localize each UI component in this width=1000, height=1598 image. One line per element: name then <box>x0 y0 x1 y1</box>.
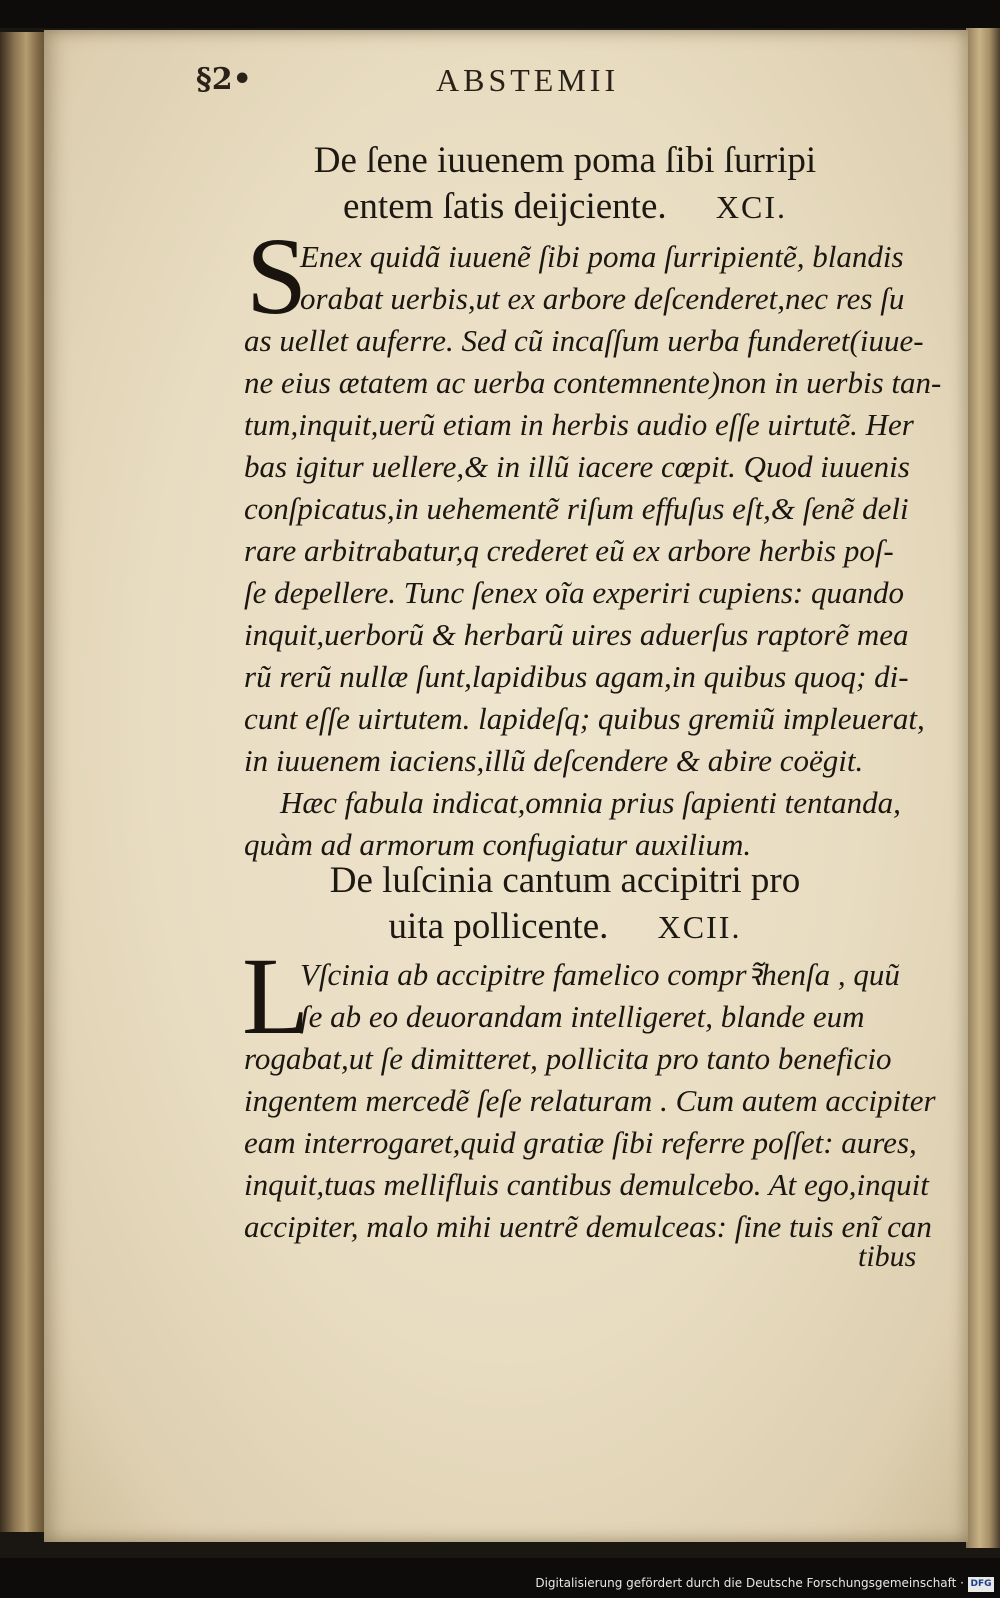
fable1-dropcap: S <box>246 215 308 337</box>
footer-bar <box>0 1574 1000 1598</box>
catchword: tibus <box>858 1240 917 1273</box>
fable2-body <box>244 954 934 1248</box>
page-number: §2• <box>196 62 252 97</box>
fable1-line-2: orabat uerbis,ut ex arbore deſcenderet,nec res ſu <box>300 281 905 316</box>
fable1-title <box>200 138 930 230</box>
fable2-line-4: ingentem mercedẽ ſeſe relaturam . Cum autem accipiter <box>244 1083 936 1118</box>
fable2-numeral: XCII. <box>657 909 742 945</box>
fable1-body <box>244 236 942 866</box>
fable1-line-11: rũ rerũ nullæ ſunt,lapidibus agam,in quibus quoq; di- <box>244 659 909 694</box>
fable2-line-3: rogabat,ut ſe dimitteret, pollicita pro tanto beneficio <box>244 1041 892 1076</box>
fable2-title-line-2-text: uita pollicente. <box>388 906 609 947</box>
running-head: ABSTEMII <box>436 62 620 98</box>
fable1-title-line-2-text: entem ſatis deijciente. <box>343 186 667 227</box>
fable2-line-5: eam interrogaret,quid gratiæ ſibi referre poſſet: aures, <box>244 1125 917 1160</box>
fable1-numeral: XCI. <box>715 189 787 225</box>
fable2-line-7: accipiter, malo mihi uentrẽ demulceas: ſine tuis enĩ can <box>244 1209 932 1244</box>
fable1-line-4: ne eius ætatem ac uerba contemnente)non in uerbis tan- <box>244 365 942 400</box>
page-edges-left <box>0 32 48 1532</box>
fable1-line-13: in iuuenem iaciens,illũ deſcendere & abire coëgit. <box>244 743 864 778</box>
fable1-line-1: Enex quidã iuuenẽ ſibi poma ſurripientẽ, blandis <box>300 239 904 274</box>
funding-credit: Digitalisierung gefördert durch die Deutsche Forschungsgemeinschaft · <box>535 1576 964 1590</box>
fable2-line-6: inquit,tuas mellifluis cantibus demulcebo. At ego,inquit <box>244 1167 929 1202</box>
page-header <box>196 62 896 112</box>
dfg-logo: DFG <box>968 1577 994 1592</box>
fable1-line-9: ſe depellere. Tunc ſenex oĩa experiri cupiens: quando <box>244 575 904 610</box>
fable1-line-8: rare arbitrabatur,q crederet eũ ex arbore herbis poſ- <box>244 533 894 568</box>
fable2-dropcap: L <box>242 935 310 1057</box>
fable2-title-line-2 <box>200 904 930 950</box>
fable1-moral-line-2: quàm ad armorum confugiatur auxilium. <box>244 827 752 862</box>
fable1-line-7: conſpicatus,in uehementẽ riſum effuſus eſt,& ſenẽ deli <box>244 491 909 526</box>
fable1-title-line-2 <box>200 184 930 230</box>
fable1-line-10: inquit,uerborũ & herbarũ uires aduerſus raptorẽ mea <box>244 617 909 652</box>
fable1-line-6: bas igitur uellere,& in illũ iacere cœpit. Quod iuuenis <box>244 449 910 484</box>
fable1-line-3: as uellet auferre. Sed cũ incaſſum uerba funderet(iuue- <box>244 323 924 358</box>
fable1-title-line-1: De ſene iuuenem poma ſibi ſurripi <box>313 140 817 181</box>
fable1-line-5: tum,inquit,uerũ etiam in herbis audio eſſe uirtutẽ. Her <box>244 407 914 442</box>
fable1-moral-line-1: Hæc fabula indicat,omnia prius ſapienti tentanda, <box>280 785 901 820</box>
fable2-line-2: ſe ab eo deuorandam intelligeret, blande eum <box>300 999 865 1034</box>
fable2-title-line-1: De luſcinia cantum accipitri pro <box>329 860 801 901</box>
page-edges-right <box>966 28 1000 1548</box>
fable2-line-1: Vſcinia ab accipitre famelico comprꝛ̃henſa , quũ <box>300 957 900 992</box>
fable2-title <box>200 858 930 950</box>
fable1-line-12: cunt eſſe uirtutem. lapideſq; quibus gremiũ impleuerat, <box>244 701 925 736</box>
